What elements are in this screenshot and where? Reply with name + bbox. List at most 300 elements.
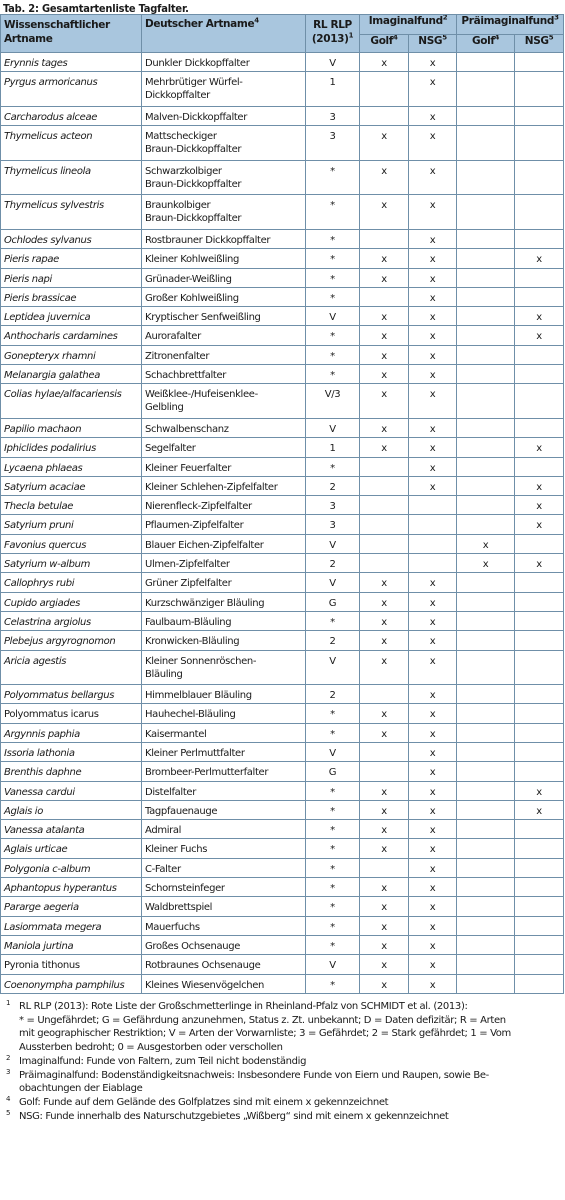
cell-red-list: * bbox=[306, 897, 360, 916]
cell-prae-golf: x bbox=[457, 554, 515, 573]
footnote-number: 4 bbox=[6, 1095, 11, 1103]
cell-prae-nsg: x bbox=[515, 438, 564, 457]
cell-prae-golf bbox=[457, 287, 515, 306]
cell-prae-nsg bbox=[515, 160, 564, 195]
footnote-number: 1 bbox=[6, 999, 11, 1007]
table-row bbox=[1, 592, 564, 611]
cell-prae-golf bbox=[457, 457, 515, 476]
table-row bbox=[1, 496, 564, 515]
cell-imag-golf bbox=[360, 762, 409, 781]
cell-scientific-name: Pieris napi bbox=[1, 268, 142, 287]
cell-prae-nsg bbox=[515, 916, 564, 935]
cell-imag-golf: x bbox=[360, 631, 409, 650]
table-row bbox=[1, 53, 564, 72]
table-row bbox=[1, 287, 564, 306]
cell-scientific-name: Celastrina argiolus bbox=[1, 611, 142, 630]
footnote-text bbox=[19, 1000, 559, 1054]
cell-scientific-name: Gonepteryx rhamni bbox=[1, 345, 142, 364]
cell-imag-nsg: x bbox=[409, 820, 457, 839]
cell-german-name: Kurzschwänziger Bläuling bbox=[142, 592, 306, 611]
table-row bbox=[1, 820, 564, 839]
cell-scientific-name: Callophrys rubi bbox=[1, 573, 142, 592]
cell-scientific-name: Satyrium acaciae bbox=[1, 476, 142, 495]
cell-red-list: 1 bbox=[306, 438, 360, 457]
cell-prae-nsg bbox=[515, 592, 564, 611]
cell-prae-nsg bbox=[515, 287, 564, 306]
cell-scientific-name: Thymelicus sylvestris bbox=[1, 195, 142, 230]
cell-imag-golf: x bbox=[360, 365, 409, 384]
cell-scientific-name: Pararge aegeria bbox=[1, 897, 142, 916]
footnote-line: Golf: Funde auf dem Gelände des Golfplatzes sind mit einem x gekennzeichnet bbox=[19, 1097, 389, 1108]
cell-imag-golf bbox=[360, 742, 409, 761]
cell-german-name: Schornsteinfeger bbox=[142, 878, 306, 897]
cell-red-list: * bbox=[306, 800, 360, 819]
cell-red-list: 2 bbox=[306, 685, 360, 704]
cell-scientific-name: Melanargia galathea bbox=[1, 365, 142, 384]
cell-german-name: Distelfalter bbox=[142, 781, 306, 800]
cell-imag-golf: x bbox=[360, 955, 409, 974]
cell-scientific-name: Thymelicus acteon bbox=[1, 126, 142, 161]
cell-scientific-name: Favonius quercus bbox=[1, 534, 142, 553]
cell-imag-nsg: x bbox=[409, 762, 457, 781]
table-row bbox=[1, 955, 564, 974]
cell-scientific-name: Papilio machaon bbox=[1, 418, 142, 437]
cell-scientific-name: Aphantopus hyperantus bbox=[1, 878, 142, 897]
cell-prae-golf bbox=[457, 631, 515, 650]
cell-imag-golf bbox=[360, 72, 409, 107]
cell-prae-golf bbox=[457, 476, 515, 495]
cell-red-list: * bbox=[306, 229, 360, 248]
cell-imag-golf bbox=[360, 554, 409, 573]
cell-scientific-name: Argynnis paphia bbox=[1, 723, 142, 742]
footnote-text bbox=[19, 1096, 559, 1110]
cell-prae-nsg bbox=[515, 611, 564, 630]
cell-prae-nsg bbox=[515, 685, 564, 704]
cell-german-name: Schwalbenschanz bbox=[142, 418, 306, 437]
table-row bbox=[1, 611, 564, 630]
cell-imag-golf bbox=[360, 476, 409, 495]
cell-imag-golf: x bbox=[360, 418, 409, 437]
cell-prae-nsg bbox=[515, 762, 564, 781]
footnote-number: 2 bbox=[6, 1053, 11, 1062]
cell-german-name: Tagpfauenauge bbox=[142, 800, 306, 819]
cell-imag-golf: x bbox=[360, 916, 409, 935]
table-row bbox=[1, 534, 564, 553]
species-table bbox=[0, 14, 564, 994]
cell-scientific-name: Pyronia tithonus bbox=[1, 955, 142, 974]
cell-prae-nsg: x bbox=[515, 781, 564, 800]
table-row bbox=[1, 476, 564, 495]
cell-scientific-name: Maniola jurtina bbox=[1, 935, 142, 954]
cell-prae-nsg: x bbox=[515, 326, 564, 345]
cell-prae-golf bbox=[457, 249, 515, 268]
cell-imag-golf bbox=[360, 534, 409, 553]
cell-red-list: 3 bbox=[306, 106, 360, 125]
cell-prae-nsg bbox=[515, 457, 564, 476]
cell-german-name: Kleiner Schlehen-Zipfelfalter bbox=[142, 476, 306, 495]
cell-prae-golf bbox=[457, 839, 515, 858]
cell-german-name: Kryptischer Senfweißling bbox=[142, 307, 306, 326]
cell-imag-nsg: x bbox=[409, 650, 457, 685]
cell-red-list: * bbox=[306, 916, 360, 935]
table-row bbox=[1, 723, 564, 742]
cell-prae-golf bbox=[457, 611, 515, 630]
cell-imag-nsg: x bbox=[409, 53, 457, 72]
cell-red-list: * bbox=[306, 268, 360, 287]
cell-imag-nsg: x bbox=[409, 897, 457, 916]
cell-imag-nsg: x bbox=[409, 72, 457, 107]
cell-prae-nsg bbox=[515, 53, 564, 72]
cell-red-list: 2 bbox=[306, 554, 360, 573]
cell-imag-nsg: x bbox=[409, 418, 457, 437]
footnote-line: RL RLP (2013): Rote Liste der Großschmetterlinge in Rheinland-Pfalz von SCHMIDT et al. (2013): bbox=[19, 1001, 468, 1012]
cell-imag-golf: x bbox=[360, 800, 409, 819]
cell-scientific-name: Iphiclides podalirius bbox=[1, 438, 142, 457]
cell-imag-nsg: x bbox=[409, 611, 457, 630]
cell-prae-golf bbox=[457, 800, 515, 819]
cell-scientific-name: Plebejus argyrognomon bbox=[1, 631, 142, 650]
header-german-name: Deutscher Artname$^4$ bbox=[142, 15, 306, 53]
header-red-list: RL RLP $(2013)^1$ bbox=[306, 15, 360, 53]
cell-scientific-name: Lycaena phlaeas bbox=[1, 457, 142, 476]
header-imag-nsg: NSG$^5$ bbox=[409, 35, 457, 53]
cell-scientific-name: Ochlodes sylvanus bbox=[1, 229, 142, 248]
cell-german-name: Braunkolbiger Braun-Dickkopffalter bbox=[142, 195, 306, 230]
cell-prae-golf bbox=[457, 762, 515, 781]
cell-german-name: Grünader-Weißling bbox=[142, 268, 306, 287]
table-row bbox=[1, 935, 564, 954]
cell-german-name: Mehrbrütiger Würfel- Dickkopffalter bbox=[142, 72, 306, 107]
cell-prae-nsg bbox=[515, 573, 564, 592]
cell-scientific-name: Satyrium w-album bbox=[1, 554, 142, 573]
cell-scientific-name: Aglais io bbox=[1, 800, 142, 819]
cell-prae-nsg bbox=[515, 631, 564, 650]
cell-german-name: Kleines Wiesenvögelchen bbox=[142, 974, 306, 993]
cell-german-name: Blauer Eichen-Zipfelfalter bbox=[142, 534, 306, 553]
table-row bbox=[1, 858, 564, 877]
cell-scientific-name: Polyommatus icarus bbox=[1, 704, 142, 723]
cell-prae-nsg bbox=[515, 820, 564, 839]
footnote-line: Imaginalfund: Funde von Faltern, zum Teil nicht bodenständig bbox=[19, 1055, 307, 1067]
cell-imag-nsg: x bbox=[409, 457, 457, 476]
cell-imag-nsg: x bbox=[409, 326, 457, 345]
cell-imag-golf: x bbox=[360, 650, 409, 685]
table-row bbox=[1, 457, 564, 476]
cell-prae-golf bbox=[457, 195, 515, 230]
cell-red-list: * bbox=[306, 611, 360, 630]
cell-german-name: Kronwicken-Bläuling bbox=[142, 631, 306, 650]
cell-imag-golf bbox=[360, 858, 409, 877]
table-row bbox=[1, 160, 564, 195]
cell-imag-nsg: x bbox=[409, 126, 457, 161]
cell-prae-nsg bbox=[515, 839, 564, 858]
cell-prae-golf bbox=[457, 106, 515, 125]
cell-prae-golf bbox=[457, 955, 515, 974]
cell-prae-golf bbox=[457, 438, 515, 457]
cell-red-list: * bbox=[306, 457, 360, 476]
header-scientific-name: Wissenschaftlicher Artname bbox=[1, 15, 142, 53]
cell-imag-golf: x bbox=[360, 326, 409, 345]
cell-imag-golf: x bbox=[360, 345, 409, 364]
cell-red-list: * bbox=[306, 723, 360, 742]
cell-red-list: V bbox=[306, 53, 360, 72]
cell-imag-golf: x bbox=[360, 723, 409, 742]
cell-imag-nsg: x bbox=[409, 195, 457, 230]
table-row bbox=[1, 307, 564, 326]
cell-prae-golf bbox=[457, 72, 515, 107]
cell-red-list: 2 bbox=[306, 631, 360, 650]
cell-red-list: G bbox=[306, 762, 360, 781]
cell-red-list: V/3 bbox=[306, 384, 360, 419]
cell-imag-nsg: x bbox=[409, 800, 457, 819]
cell-imag-nsg: x bbox=[409, 631, 457, 650]
cell-imag-golf: x bbox=[360, 438, 409, 457]
footnote-line: Präimaginalfund: Bodenständigkeitsnachweis: Insbesondere Funde von Eiern und Raupen, sowie Be- bbox=[19, 1069, 489, 1081]
cell-prae-golf bbox=[457, 878, 515, 897]
cell-imag-nsg: x bbox=[409, 839, 457, 858]
cell-red-list: * bbox=[306, 858, 360, 877]
cell-prae-nsg bbox=[515, 935, 564, 954]
table-row bbox=[1, 742, 564, 761]
table-row bbox=[1, 916, 564, 935]
cell-prae-nsg bbox=[515, 345, 564, 364]
cell-german-name: Pflaumen-Zipfelfalter bbox=[142, 515, 306, 534]
table-row bbox=[1, 781, 564, 800]
cell-prae-nsg: x bbox=[515, 249, 564, 268]
cell-scientific-name: Issoria lathonia bbox=[1, 742, 142, 761]
table-row bbox=[1, 268, 564, 287]
cell-scientific-name: Colias hylae/alfacariensis bbox=[1, 384, 142, 419]
cell-german-name: Malven-Dickkopffalter bbox=[142, 106, 306, 125]
cell-imag-golf: x bbox=[360, 781, 409, 800]
cell-red-list: * bbox=[306, 781, 360, 800]
cell-german-name: Kleiner Feuerfalter bbox=[142, 457, 306, 476]
cell-imag-golf bbox=[360, 229, 409, 248]
cell-scientific-name: Vanessa cardui bbox=[1, 781, 142, 800]
cell-imag-nsg: x bbox=[409, 249, 457, 268]
cell-prae-golf bbox=[457, 268, 515, 287]
cell-prae-golf bbox=[457, 365, 515, 384]
cell-red-list: V bbox=[306, 573, 360, 592]
cell-imag-golf: x bbox=[360, 935, 409, 954]
cell-german-name: Schwarzkolbiger Braun-Dickkopffalter bbox=[142, 160, 306, 195]
cell-imag-golf: x bbox=[360, 573, 409, 592]
cell-prae-golf bbox=[457, 916, 515, 935]
cell-red-list: * bbox=[306, 326, 360, 345]
cell-scientific-name: Thymelicus lineola bbox=[1, 160, 142, 195]
cell-imag-golf: x bbox=[360, 160, 409, 195]
cell-prae-nsg bbox=[515, 742, 564, 761]
cell-prae-golf bbox=[457, 858, 515, 877]
cell-imag-golf: x bbox=[360, 839, 409, 858]
cell-imag-nsg: x bbox=[409, 723, 457, 742]
table-row bbox=[1, 897, 564, 916]
cell-imag-golf bbox=[360, 457, 409, 476]
cell-imag-nsg: x bbox=[409, 365, 457, 384]
cell-prae-golf bbox=[457, 742, 515, 761]
cell-scientific-name: Coenonympha pamphilus bbox=[1, 974, 142, 993]
cell-scientific-name: Pieris brassicae bbox=[1, 287, 142, 306]
cell-imag-golf bbox=[360, 496, 409, 515]
table-row bbox=[1, 384, 564, 419]
cell-red-list: * bbox=[306, 249, 360, 268]
table-caption: Tab. 2: Gesamtartenliste Tagfalter. bbox=[3, 2, 189, 15]
cell-prae-nsg bbox=[515, 704, 564, 723]
cell-imag-golf bbox=[360, 515, 409, 534]
table-row bbox=[1, 365, 564, 384]
cell-imag-nsg: x bbox=[409, 160, 457, 195]
cell-prae-nsg bbox=[515, 126, 564, 161]
cell-prae-nsg: x bbox=[515, 476, 564, 495]
cell-scientific-name: Aricia agestis bbox=[1, 650, 142, 685]
cell-imag-nsg: x bbox=[409, 858, 457, 877]
cell-prae-golf bbox=[457, 820, 515, 839]
cell-imag-golf bbox=[360, 287, 409, 306]
cell-red-list: * bbox=[306, 160, 360, 195]
cell-scientific-name: Pieris rapae bbox=[1, 249, 142, 268]
table-row bbox=[1, 762, 564, 781]
cell-prae-golf bbox=[457, 515, 515, 534]
cell-german-name: Faulbaum-Bläuling bbox=[142, 611, 306, 630]
footnote-text bbox=[19, 1055, 559, 1069]
table-row bbox=[1, 418, 564, 437]
header-prae-golf: Golf$^4$ bbox=[457, 35, 515, 53]
cell-prae-nsg: x bbox=[515, 307, 564, 326]
cell-red-list: V bbox=[306, 534, 360, 553]
cell-red-list: 3 bbox=[306, 515, 360, 534]
cell-imag-nsg bbox=[409, 496, 457, 515]
cell-scientific-name: Anthocharis cardamines bbox=[1, 326, 142, 345]
table-row bbox=[1, 650, 564, 685]
cell-imag-nsg: x bbox=[409, 878, 457, 897]
cell-red-list: V bbox=[306, 955, 360, 974]
cell-imag-golf: x bbox=[360, 249, 409, 268]
cell-imag-golf: x bbox=[360, 704, 409, 723]
cell-german-name: Waldbrettspiel bbox=[142, 897, 306, 916]
cell-red-list: * bbox=[306, 287, 360, 306]
cell-imag-golf: x bbox=[360, 611, 409, 630]
cell-prae-nsg bbox=[515, 418, 564, 437]
cell-scientific-name: Cupido argiades bbox=[1, 592, 142, 611]
cell-german-name: Weißklee-/Hufeisenklee- Gelbling bbox=[142, 384, 306, 419]
cell-german-name: Admiral bbox=[142, 820, 306, 839]
cell-prae-golf bbox=[457, 229, 515, 248]
table-row bbox=[1, 72, 564, 107]
cell-prae-nsg bbox=[515, 195, 564, 230]
cell-red-list: * bbox=[306, 820, 360, 839]
cell-imag-golf: x bbox=[360, 592, 409, 611]
cell-red-list: V bbox=[306, 418, 360, 437]
cell-german-name: Aurorafalter bbox=[142, 326, 306, 345]
table-row bbox=[1, 249, 564, 268]
cell-imag-golf: x bbox=[360, 195, 409, 230]
cell-prae-nsg bbox=[515, 384, 564, 419]
cell-scientific-name: Brenthis daphne bbox=[1, 762, 142, 781]
cell-red-list: V bbox=[306, 307, 360, 326]
table-row bbox=[1, 631, 564, 650]
table-row bbox=[1, 195, 564, 230]
cell-prae-nsg bbox=[515, 723, 564, 742]
cell-prae-nsg: x bbox=[515, 800, 564, 819]
cell-imag-nsg bbox=[409, 534, 457, 553]
cell-red-list: V bbox=[306, 742, 360, 761]
cell-prae-nsg bbox=[515, 650, 564, 685]
cell-red-list: * bbox=[306, 365, 360, 384]
header-imaginalfund: Imaginalfund$^2$ bbox=[360, 15, 457, 35]
table-row bbox=[1, 573, 564, 592]
cell-prae-nsg bbox=[515, 268, 564, 287]
cell-imag-nsg bbox=[409, 515, 457, 534]
cell-scientific-name: Thecla betulae bbox=[1, 496, 142, 515]
cell-imag-nsg: x bbox=[409, 476, 457, 495]
cell-prae-nsg bbox=[515, 106, 564, 125]
cell-scientific-name: Polygonia c-album bbox=[1, 858, 142, 877]
cell-prae-golf bbox=[457, 573, 515, 592]
cell-scientific-name: Pyrgus armoricanus bbox=[1, 72, 142, 107]
cell-german-name: Kleiner Sonnenröschen- Bläuling bbox=[142, 650, 306, 685]
cell-prae-nsg bbox=[515, 878, 564, 897]
cell-german-name: Kleiner Fuchs bbox=[142, 839, 306, 858]
table-row bbox=[1, 839, 564, 858]
cell-imag-golf bbox=[360, 106, 409, 125]
footnote-text bbox=[19, 1110, 559, 1124]
cell-prae-golf bbox=[457, 345, 515, 364]
cell-imag-golf: x bbox=[360, 268, 409, 287]
cell-red-list: * bbox=[306, 878, 360, 897]
cell-prae-golf: x bbox=[457, 534, 515, 553]
cell-imag-nsg: x bbox=[409, 935, 457, 954]
cell-red-list: * bbox=[306, 974, 360, 993]
cell-imag-nsg: x bbox=[409, 345, 457, 364]
cell-prae-golf bbox=[457, 53, 515, 72]
cell-german-name: Nierenfleck-Zipfelfalter bbox=[142, 496, 306, 515]
cell-prae-golf bbox=[457, 685, 515, 704]
cell-german-name: Brombeer-Perlmutterfalter bbox=[142, 762, 306, 781]
cell-scientific-name: Satyrium pruni bbox=[1, 515, 142, 534]
cell-red-list: * bbox=[306, 704, 360, 723]
cell-german-name: Kaisermantel bbox=[142, 723, 306, 742]
table-row bbox=[1, 126, 564, 161]
table-row bbox=[1, 106, 564, 125]
table-row bbox=[1, 974, 564, 993]
cell-prae-golf bbox=[457, 935, 515, 954]
cell-prae-golf bbox=[457, 496, 515, 515]
cell-imag-nsg: x bbox=[409, 742, 457, 761]
cell-imag-nsg: x bbox=[409, 287, 457, 306]
footnote-line: Aussterben bedroht; 0 = Ausgestorben oder verschollen bbox=[19, 1041, 283, 1053]
cell-imag-nsg: x bbox=[409, 955, 457, 974]
cell-german-name: Großer Kohlweißling bbox=[142, 287, 306, 306]
cell-imag-nsg: x bbox=[409, 384, 457, 419]
cell-german-name: Grüner Zipfelfalter bbox=[142, 573, 306, 592]
cell-imag-nsg: x bbox=[409, 704, 457, 723]
cell-red-list: 3 bbox=[306, 126, 360, 161]
cell-imag-nsg: x bbox=[409, 974, 457, 993]
cell-prae-golf bbox=[457, 650, 515, 685]
cell-imag-nsg: x bbox=[409, 592, 457, 611]
cell-imag-nsg: x bbox=[409, 685, 457, 704]
cell-imag-golf: x bbox=[360, 820, 409, 839]
table-row bbox=[1, 345, 564, 364]
cell-german-name: Mauerfuchs bbox=[142, 916, 306, 935]
cell-imag-nsg: x bbox=[409, 268, 457, 287]
cell-imag-golf: x bbox=[360, 878, 409, 897]
table-row bbox=[1, 438, 564, 457]
cell-imag-nsg: x bbox=[409, 229, 457, 248]
cell-imag-golf: x bbox=[360, 384, 409, 419]
cell-scientific-name: Erynnis tages bbox=[1, 53, 142, 72]
cell-prae-nsg bbox=[515, 858, 564, 877]
